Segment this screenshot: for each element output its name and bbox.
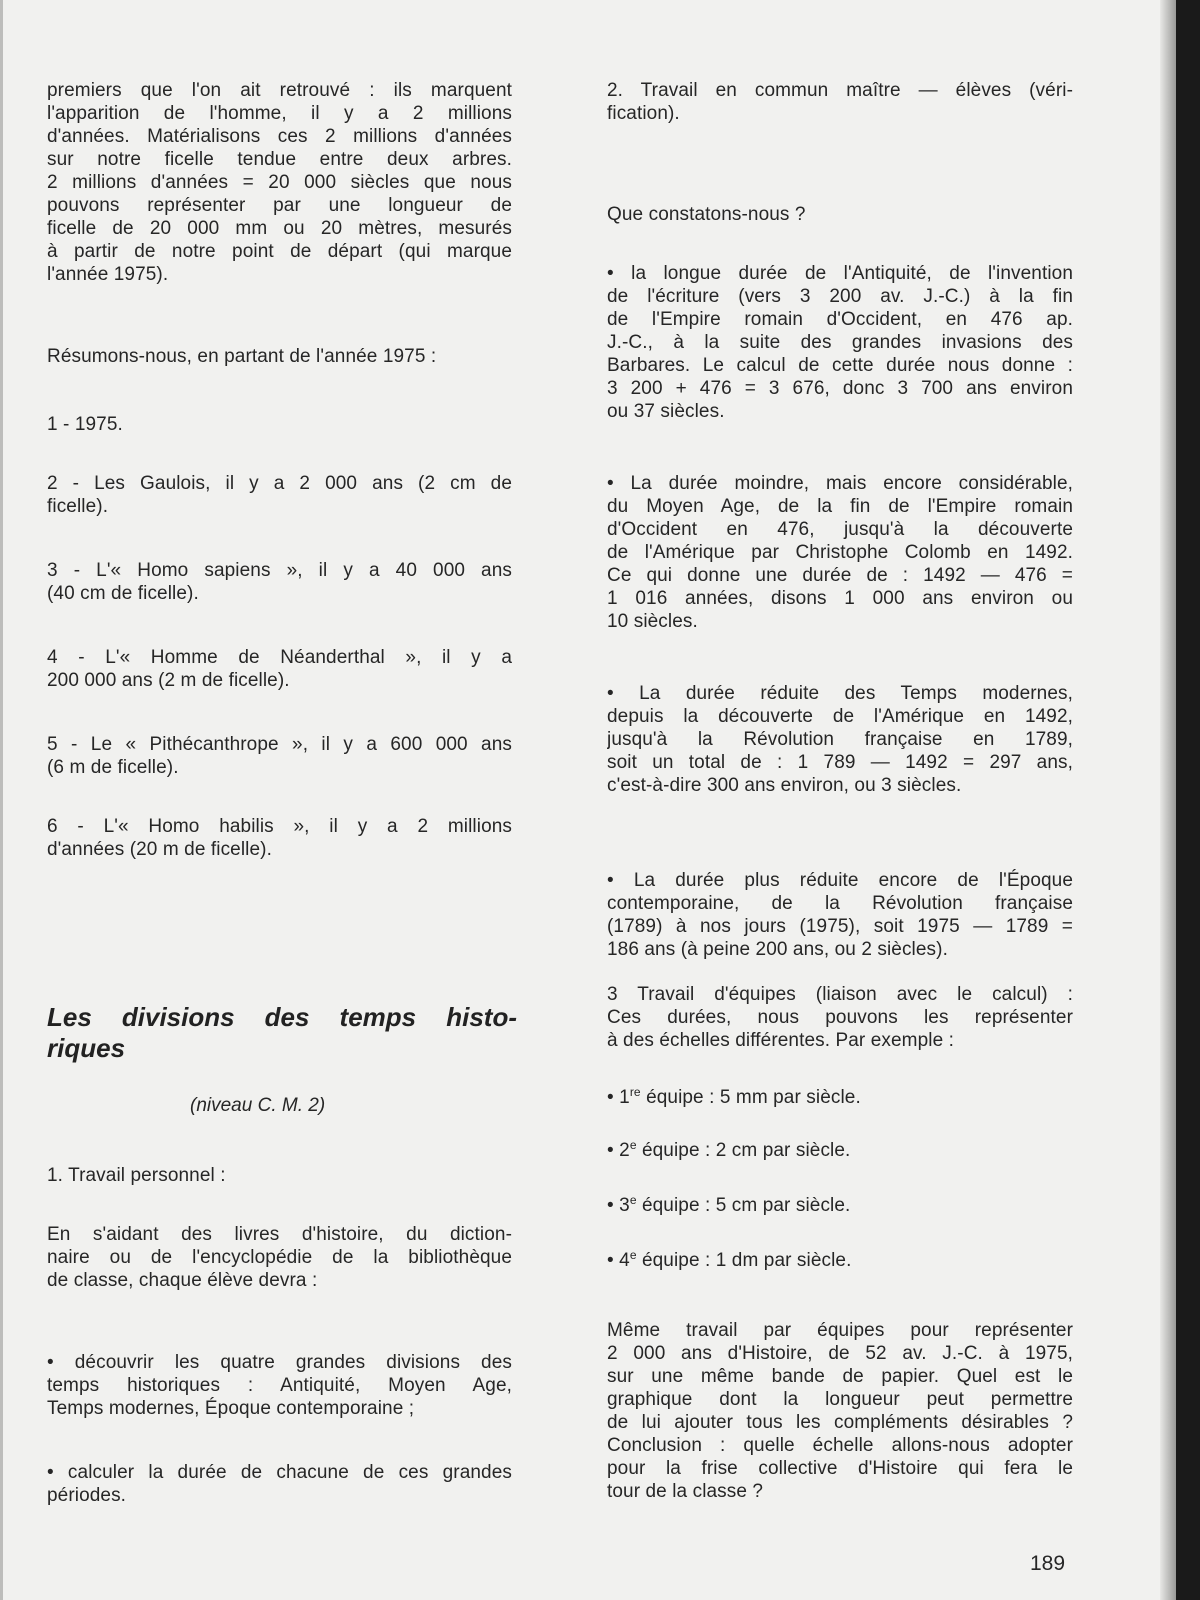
text-line: 4 - L'« Homme de Néanderthal », il y a [47,647,512,668]
text-line: Même travail par équipes pour représenter [607,1320,1073,1341]
text-line: 3 Travail d'équipes (liaison avec le calcul) : [607,984,1073,1005]
text-line: soit un total de : 1 789 — 1492 = 297 ans, [607,752,1073,773]
text-line: ficelle de 20 000 mm ou 20 mètres, mesurés [47,218,512,239]
text-line: à partir de notre point de départ (qui marque [47,241,512,262]
paragraph-en-s-aidant [47,1223,512,1292]
text-line: d'années (20 m de ficelle). [47,839,272,860]
paragraph-step-5 [47,733,512,779]
text-line: • La durée moindre, mais encore considérable, [607,473,1073,494]
text-line: 1 016 années, disons 1 000 ans environ ou [607,588,1073,609]
paragraph-step-4 [47,646,512,692]
text-line: Ce qui donne une durée de : 1492 — 476 = [607,565,1073,586]
text-line: 1 - 1975. [47,414,123,435]
text-line: à des échelles différentes. Par exemple : [607,1030,954,1051]
paragraph-bullet-calculer [47,1461,512,1507]
text-line: 6 - L'« Homo habilis », il y a 2 millions [47,816,512,837]
paragraph-bullet-moyen-age [607,472,1073,633]
text-line: • découvrir les quatre grandes divisions des [47,1352,512,1373]
text-line: Temps modernes, Époque contemporaine ; [47,1398,415,1419]
text-line: naire ou de l'encyclopédie de la bibliothèque [47,1247,512,1268]
text-line: premiers que l'on ait retrouvé : ils marquent [47,80,512,101]
text-line: jusqu'à la Révolution française en 1789, [607,729,1073,750]
paragraph-travail-equipes [607,983,1073,1052]
text-line: 3 - L'« Homo sapiens », il y a 40 000 ans [47,560,512,581]
text-line: fication). [607,103,680,124]
paragraph-step-6 [47,815,512,861]
ordinal-suffix: e [629,1248,637,1262]
text-line: depuis la découverte de l'Amérique en 1492, [607,706,1073,727]
equipe-item: • 3e équipe : 5 cm par siècle. [607,1193,851,1216]
paragraph-que-constatons [607,203,1073,226]
text-line: 2 - Les Gaulois, il y a 2 000 ans (2 cm de [47,473,512,494]
text-line: Ces durées, nous pouvons les représenter [607,1007,1073,1028]
text-line: 2 000 ans d'Histoire, de 52 av. J.-C. à 1975, [607,1343,1073,1364]
text-line: (1789) à nos jours (1975), soit 1975 — 1789 = [607,916,1073,937]
text-line: de lui ajouter tous les compléments désirables ? [607,1412,1073,1433]
text-line: sur une même bande de papier. Quel est le [607,1366,1073,1387]
text-line: de l'Empire romain d'Occident, en 476 ap. [607,309,1073,330]
paragraph-bullet-temps-modernes [607,682,1073,797]
text-line: Barbares. Le calcul de cette durée nous donne : [607,355,1073,376]
ordinal-suffix: re [629,1085,641,1099]
text-line: de l'écriture (vers 3 200 av. J.-C.) à la fin [607,286,1073,307]
text-line: (40 cm de ficelle). [47,583,199,604]
paragraph-step-3 [47,559,512,605]
text-line: du Moyen Age, de la fin de l'Empire romain [607,496,1073,517]
text-line: 2. Travail en commun maître — élèves (véri- [607,80,1073,101]
text-line: 1. Travail personnel : [47,1165,226,1186]
page-number: 189 [1030,1552,1066,1575]
text-line: (6 m de ficelle). [47,757,179,778]
text-line: tour de la classe ? [607,1481,764,1502]
text-line: 2 millions d'années = 20 000 siècles que nous [47,172,512,193]
level-note: (niveau C. M. 2) [190,1095,326,1116]
ordinal-suffix: e [629,1138,637,1152]
text-line: ou 37 siècles. [607,401,725,422]
text-line: graphique dont la longueur peut permettre [607,1389,1073,1410]
paragraph-mme-travail [607,1319,1073,1503]
paragraph-resumons [47,345,512,368]
paragraph-step-2 [47,472,512,518]
text-line: d'années. Matérialisons ces 2 millions d'années [47,126,512,147]
paragraph-travail-commun [607,79,1073,125]
text-line: sur notre ficelle tendue entre deux arbres. [47,149,512,170]
equipe-item: • 2e équipe : 2 cm par siècle. [607,1138,851,1161]
text-line: • calculer la durée de chacune de ces grandes [47,1462,512,1483]
scan-edge-right [1176,0,1200,1600]
text-line: temps historiques : Antiquité, Moyen Age, [47,1375,512,1396]
text-line: Que constatons-nous ? [607,204,806,225]
paragraph-step-1 [47,413,512,436]
text-line: J.-C., à la suite des grandes invasions des [607,332,1073,353]
heading-line: riques [47,1033,126,1063]
text-line: de l'Amérique par Christophe Colomb en 1492. [607,542,1073,563]
text-line: d'Occident en 476, jusqu'à la découverte [607,519,1073,540]
text-line: Résumons-nous, en partant de l'année 1975 : [47,346,437,367]
text-line: l'apparition de l'homme, il y a 2 millions [47,103,512,124]
scan-edge-shadow [1160,0,1176,1600]
text-line: ficelle). [47,496,109,517]
text-line: pouvons représenter par une longueur de [47,195,512,216]
text-line: 10 siècles. [607,611,698,632]
text-line: de classe, chaque élève devra : [47,1270,318,1291]
text-line: 200 000 ans (2 m de ficelle). [47,670,290,691]
text-line: 3 200 + 476 = 3 676, donc 3 700 ans environ [607,378,1073,399]
paragraph-bullet-epoque [607,869,1073,961]
section-heading [47,1002,517,1064]
equipe-item: • 4e équipe : 1 dm par siècle. [607,1248,852,1271]
text-line: • La durée réduite des Temps modernes, [607,683,1073,704]
text-line: 186 ans (à peine 200 ans, ou 2 siècles). [607,939,948,960]
heading-line: Les divisions des temps histo- [47,1002,517,1032]
ordinal-suffix: e [629,1193,637,1207]
text-line: c'est-à-dire 300 ans environ, ou 3 siècles. [607,775,962,796]
text-line: • La durée plus réduite encore de l'Époque [607,870,1073,891]
text-line: l'année 1975). [47,264,169,285]
text-line: Conclusion : quelle échelle allons-nous adopter [607,1435,1073,1456]
paragraph-bullet-antiquite [607,262,1073,423]
text-line: 5 - Le « Pithécanthrope », il y a 600 000 ans [47,734,512,755]
text-line: En s'aidant des livres d'histoire, du diction- [47,1224,512,1245]
text-line: pour la frise collective d'Histoire qui fera le [607,1458,1073,1479]
paragraph-intro [47,79,512,286]
text-line: contemporaine, de la Révolution française [607,893,1073,914]
equipe-item: • 1re équipe : 5 mm par siècle. [607,1085,861,1108]
paragraph-travail-personnel [47,1164,512,1187]
scan-edge-left [0,0,3,1600]
text-line: • la longue durée de l'Antiquité, de l'invention [607,263,1073,284]
text-line: périodes. [47,1485,127,1506]
paragraph-bullet-decouvrir [47,1351,512,1420]
